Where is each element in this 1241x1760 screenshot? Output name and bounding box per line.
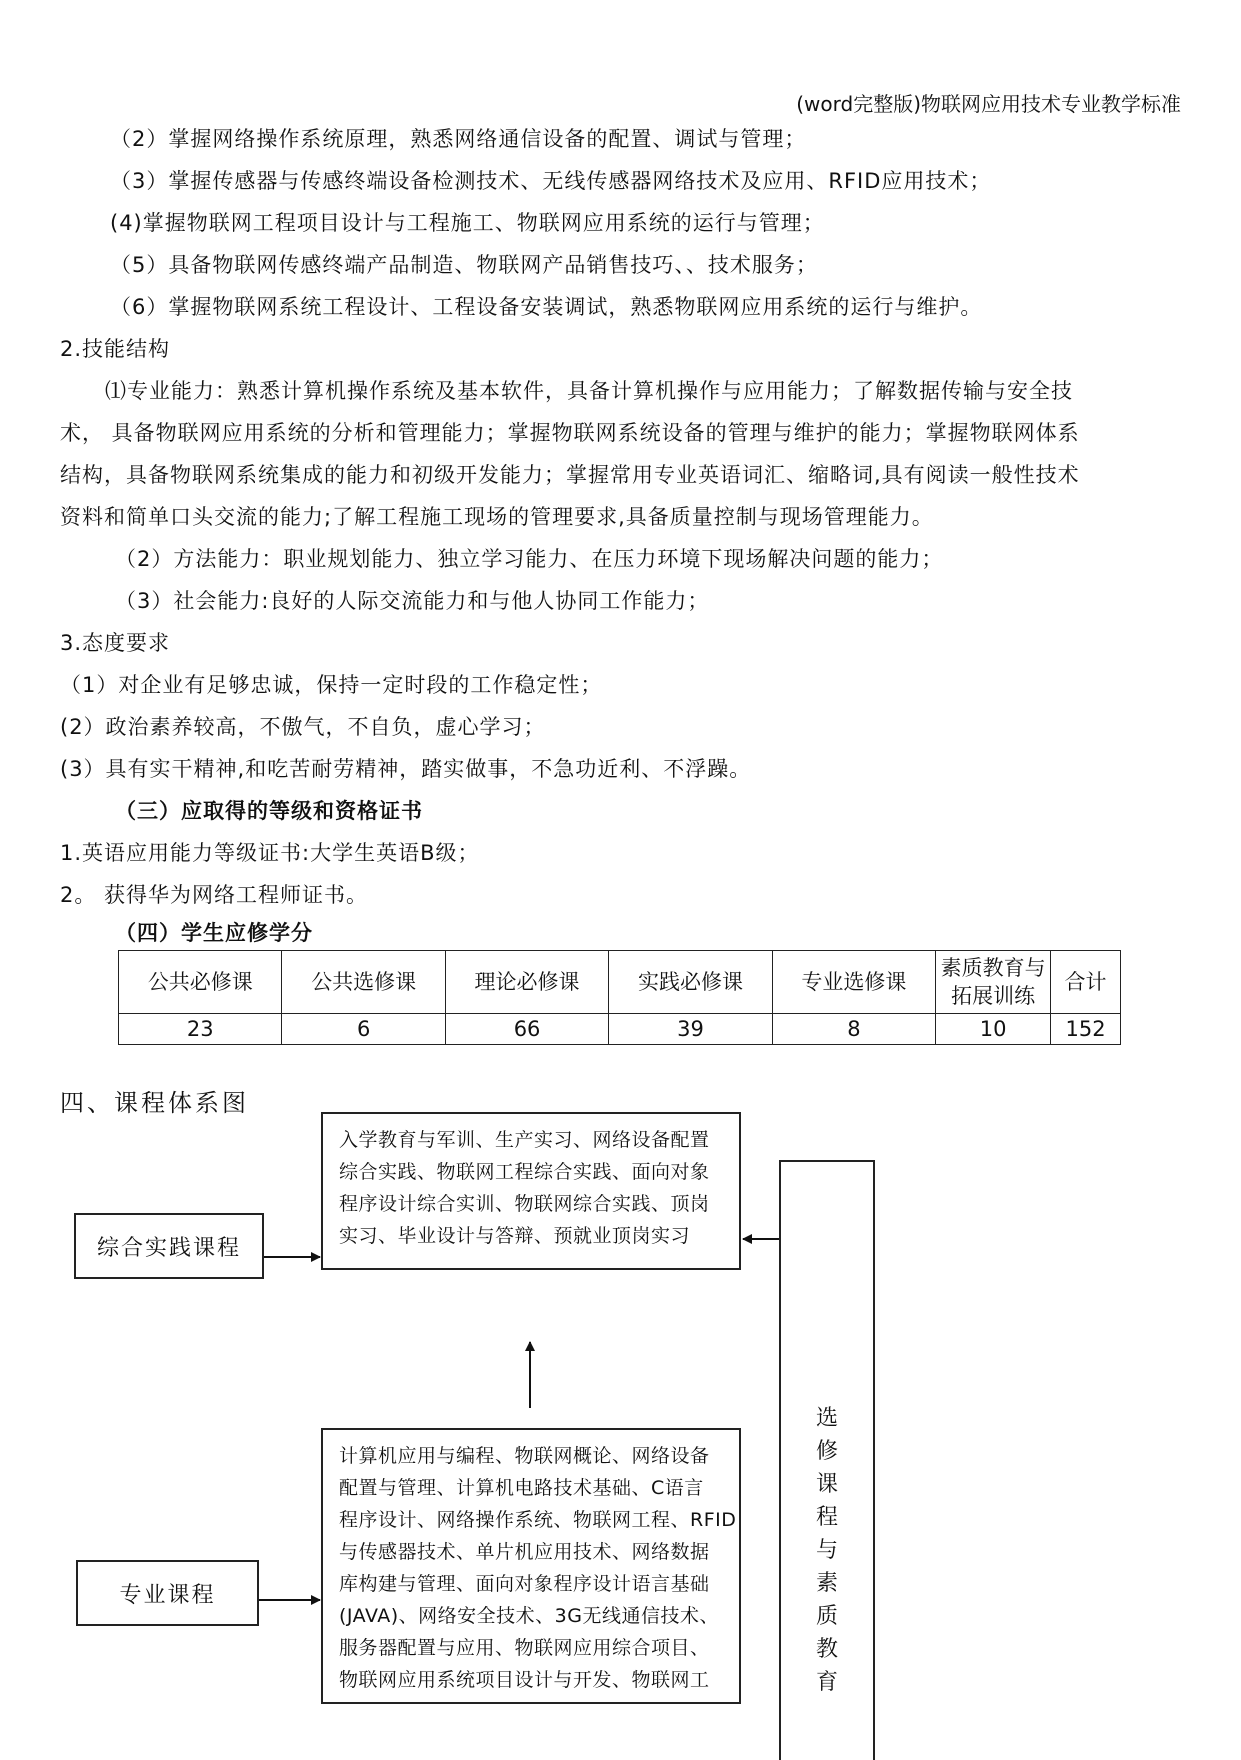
- major-course-line: 配置与管理、计算机电路技术基础、C语言: [339, 1477, 704, 1499]
- elective-char: 课: [815, 1472, 838, 1497]
- skills-heading: 2.技能结构: [60, 337, 171, 361]
- elective-char: 程: [815, 1505, 838, 1530]
- certificates-heading: （三）应取得的等级和资格证书: [115, 799, 423, 823]
- practice-course-line: 实习、毕业设计与答辩、预就业顶岗实习: [339, 1225, 691, 1247]
- knowledge-item: （5）具备物联网传感终端产品制造、物联网产品销售技巧、、技术服务；: [110, 253, 818, 277]
- credits-column-header: 公共必修课: [119, 951, 282, 1014]
- elective-char: 教: [815, 1637, 838, 1662]
- attitude-item: (3）具有实干精神,和吃苦耐劳精神，踏实做事，不急功近利、不浮躁。: [60, 757, 752, 781]
- credits-column-header: 理论必修课: [445, 951, 608, 1014]
- practice-course-line: 程序设计综合实训、物联网综合实践、顶岗: [339, 1193, 710, 1215]
- credits-column-header: 实践必修课: [609, 951, 772, 1014]
- major-course-line: 计算机应用与编程、物联网概论、网络设备: [339, 1445, 710, 1467]
- credits-header-row: [119, 951, 1121, 1014]
- knowledge-item: （3）掌握传感器与传感终端设备检测技术、无线传感器网络技术及应用、RFID应用技术；: [110, 169, 992, 193]
- credits-value: 6: [282, 1014, 445, 1045]
- skills-professional-line: 结构，具备物联网系统集成的能力和初级开发能力；掌握常用专业英语词汇、缩略词,具有阅读一般性技术: [60, 463, 1080, 487]
- credits-column-header: 合计: [1051, 951, 1121, 1014]
- major-course-line: 程序设计、网络操作系统、物联网工程、RFID: [339, 1509, 737, 1531]
- credits-value: 23: [119, 1014, 282, 1045]
- elective-char: 修: [815, 1439, 838, 1464]
- credits-value: 8: [772, 1014, 935, 1045]
- practice-course-content-box: [321, 1112, 741, 1270]
- course-diagram-heading: 四、课程体系图: [60, 1089, 249, 1117]
- elective-char: 选: [815, 1406, 838, 1431]
- elective-course-box: [779, 1160, 875, 1760]
- practice-course-label-box: [74, 1213, 264, 1279]
- credits-value-row: [119, 1014, 1121, 1045]
- major-course-line: (JAVA)、网络安全技术、3G无线通信技术、: [339, 1605, 719, 1627]
- elective-char: 与: [815, 1538, 838, 1563]
- major-course-content-box: [321, 1428, 741, 1704]
- knowledge-item: （6）掌握物联网系统工程设计、工程设备安装调试，熟悉物联网应用系统的运行与维护。: [110, 295, 983, 319]
- major-course-line: 与传感器技术、单片机应用技术、网络数据: [339, 1541, 710, 1563]
- credits-table: [118, 950, 1121, 1045]
- practice-course-label: 综合实践课程: [96, 1235, 241, 1261]
- major-course-line: 服务器配置与应用、物联网应用综合项目、: [339, 1637, 710, 1659]
- credits-value: 152: [1051, 1014, 1121, 1045]
- attitude-heading: 3.态度要求: [60, 631, 171, 655]
- credits-column-header: 专业选修课: [772, 951, 935, 1014]
- major-course-label: 专业课程: [119, 1582, 216, 1608]
- skills-professional-line: 资料和简单口头交流的能力;了解工程施工现场的管理要求,具备质量控制与现场管理能力。: [60, 505, 934, 529]
- credits-value: 39: [609, 1014, 772, 1045]
- knowledge-item: (4)掌握物联网工程项目设计与工程施工、物联网应用系统的运行与管理；: [110, 211, 825, 235]
- skills-professional-line: ⑴专业能力：熟悉计算机操作系统及基本软件，具备计算机操作与应用能力；了解数据传输与安全技: [105, 379, 1073, 403]
- elective-char: 质: [815, 1604, 838, 1629]
- skills-social: （3）社会能力:良好的人际交流能力和与他人协同工作能力；: [115, 589, 710, 613]
- skills-professional-line: 术， 具备物联网应用系统的分析和管理能力；掌握物联网系统设备的管理与维护的能力；掌握物联网体系: [60, 421, 1080, 445]
- elective-char: 育: [815, 1670, 838, 1695]
- major-course-line: 库构建与管理、面向对象程序设计语言基础: [339, 1573, 710, 1595]
- skills-method: （2）方法能力：职业规划能力、独立学习能力、在压力环境下现场解决问题的能力；: [115, 547, 944, 571]
- practice-course-line: 综合实践、物联网工程综合实践、面向对象: [339, 1161, 710, 1183]
- credits-column-header: 公共选修课: [282, 951, 445, 1014]
- credits-value: 66: [445, 1014, 608, 1045]
- credits-value: 10: [936, 1014, 1051, 1045]
- credits-column-header: 素质教育与拓展训练: [936, 951, 1051, 1014]
- practice-course-line: 入学教育与军训、生产实习、网络设备配置: [339, 1129, 710, 1151]
- elective-char: 素: [815, 1571, 838, 1596]
- major-course-label-box: [76, 1560, 259, 1626]
- knowledge-item: （2）掌握网络操作系统原理，熟悉网络通信设备的配置、调试与管理；: [110, 127, 807, 151]
- attitude-item: (2）政治素养较高，不傲气，不自负，虚心学习；: [60, 715, 546, 739]
- page-header: (word完整版)物联网应用技术专业教学标准: [796, 92, 1181, 116]
- certificate-item: 2。 获得华为网络工程师证书。: [60, 883, 369, 907]
- credits-heading: （四）学生应修学分: [115, 921, 313, 945]
- major-course-line: 物联网应用系统项目设计与开发、物联网工: [339, 1669, 710, 1691]
- certificate-item: 1.英语应用能力等级证书:大学生英语B级；: [60, 841, 480, 865]
- attitude-item: （1）对企业有足够忠诚，保持一定时段的工作稳定性；: [60, 673, 603, 697]
